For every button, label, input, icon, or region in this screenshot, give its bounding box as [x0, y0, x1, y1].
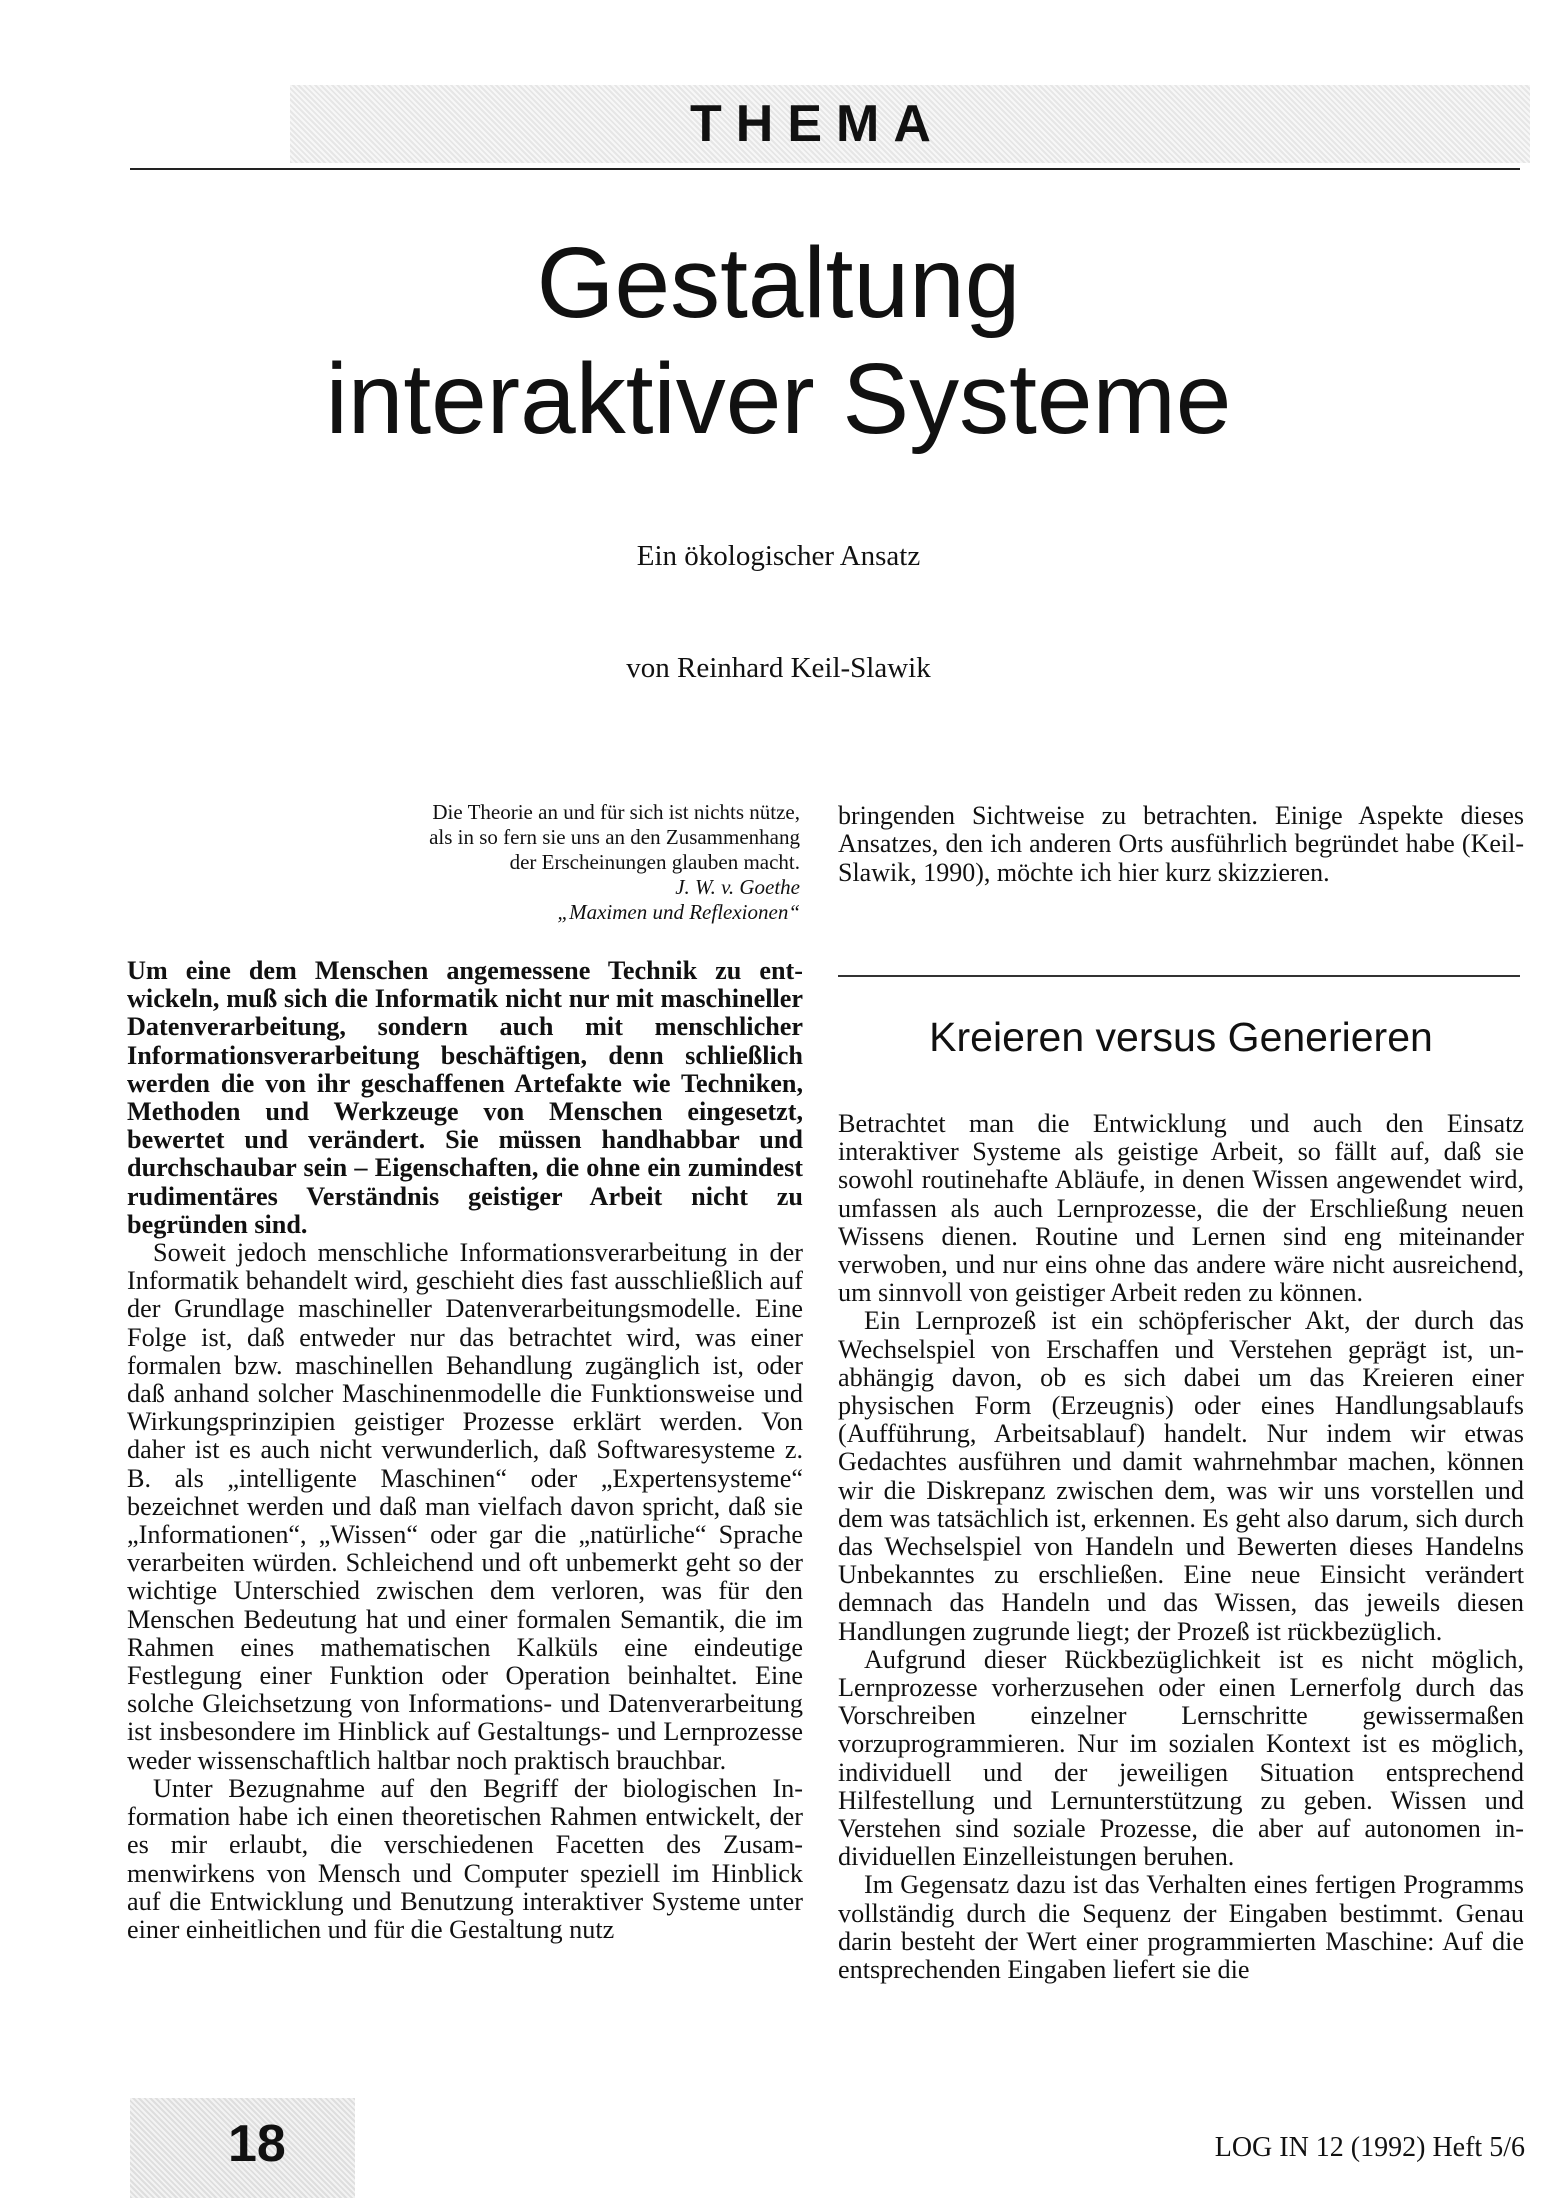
article-title [0, 225, 1557, 457]
body-paragraph: Ein Lernprozeß ist ein schöpferischer Akt, der durch das Wechselspiel von Erschaffen und Verstehen geprägt ist, unabhängig davon, ob es sich dabei um das Kreieren einer physischen Form (Erzeugnis) oder eines Handlungsablaufs (Aufführung, Arbeitsablauf) handelt. Nur indem wir etwas Gedachtes ausführen und damit wahrnehmbar machen, können wir die Diskrepanz zwischen dem, was wir uns vorstellen und dem was tatsächlich ist, erkennen. Es geht also darum, sich durch das Wechselspiel von Handeln und Bewerten dieses Handelns Unbekanntes zu erschließen. Eine neue Einsicht verändert demnach das Handeln und das Wissen, das jeweils diesen Handlungen zugrunde liegt; der Prozeß ist rückbezüglich. [838, 1306, 1524, 1646]
epigraph-line: der Erscheinungen glauben macht. [509, 850, 800, 874]
epigraph [360, 800, 800, 925]
header-rule [130, 168, 1520, 170]
section-rule [838, 975, 1520, 977]
body-paragraph: Unter Bezugnahme auf den Begriff der biologischen Information habe ich einen theoretischen Rahmen entwickelt, der es mir erlaubt, die verschiedenen Facetten des Zusammenwirkens von Mensch und Computer speziell im Hinblick auf die Entwicklung und Benutzung interaktiver Systeme unter einer einheitlichen und für die Gestaltung nutz [127, 1773, 803, 1944]
body-paragraph: Betrachtet man die Entwicklung und auch den Einsatz interaktiver Systeme als geistige Arbeit, so fällt auf, daß sie sowohl routinehafte Abläufe, in denen Wissen angewendet wird, umfassen als auch Lernprozesse, die der Erschließung neuen Wissens dienen. Routine und Lernen sind eng miteinander verwoben, und nur eins ohne das andere wäre nicht ausreichend, um sinnvoll von geistiger Arbeit reden zu können. [838, 1109, 1524, 1308]
article-byline: von Reinhard Keil-Slawik [626, 652, 931, 684]
right-column [838, 1110, 1524, 1984]
page-number: 18 [228, 2115, 286, 2173]
section-label: THEMA [690, 95, 945, 153]
continuation-paragraph: bringenden Sichtweise zu betrachten. Einige Aspekte dieses Ansatzes, den ich anderen Orts ausführlich begründet habe (Keil-Slawik, 1990), möchte ich hier kurz skizzieren. [838, 801, 1524, 887]
epigraph-line: als in so fern sie uns an den Zusammenhang [429, 825, 800, 849]
epigraph-line: Die Theorie an und für sich ist nichts nütze, [432, 800, 800, 824]
article-subtitle: Ein ökologischer Ansatz [636, 540, 921, 572]
body-paragraph: Aufgrund dieser Rückbezüglichkeit ist es nicht möglich, Lernprozesse vorherzusehen oder einen Lernerfolg durch das Vorschreiben einzelner Lernschritte gewissermaßen vorzuprogrammieren. Nur im sozialen Kontext ist es möglich, individuell und der jeweiligen Situation entsprechend Hilfestellung und Lernunterstützung zu geben. Wissen und Verstehen sind soziale Prozesse, die aber auf autonomen individuellen Einzelleistungen beruhen. [838, 1644, 1524, 1872]
lead-paragraph: Um eine dem Menschen angemessene Technik zu entwickeln, muß sich die Informatik nicht nur mit maschineller Datenverarbeitung, sondern auch mit menschlicher Informationsverarbeitung beschäftigen, denn schließlich werden die von ihr geschaffenen Artefakte wie Techniken, Methoden und Werkzeuge von Menschen eingesetzt, bewertet und verändert. Sie müssen handhabbar und durchschaubar sein – Eigenschaften, die ohne ein zumindest rudimentäres Verständnis geistiger Arbeit nicht zu begründen sind. [127, 956, 803, 1239]
article-title-line-2: interaktiver Systeme [325, 343, 1232, 455]
body-paragraph: Im Gegensatz dazu ist das Verhalten eines fertigen Programms vollständig durch die Sequenz der Eingaben bestimmt. Genau darin besteht der Wert einer programmierten Maschine: Auf die entsprechenden Eingaben liefert sie die [838, 1870, 1524, 1985]
body-paragraph: Soweit jedoch menschliche Informationsverarbeitung in der Informatik behandelt wird, geschieht dies fast ausschließlich auf der Grundlage maschineller Datenverarbeitungsmodelle. Eine Folge ist, daß entweder nur das betrachtet wird, was einer formalen bzw. maschinellen Behandlung zugänglich ist, oder daß anhand solcher Maschinenmodelle die Funktionsweise und Wirkungsprinzipien geistiger Prozesse erklärt werden. Von daher ist es auch nicht verwunderlich, daß Softwaresysteme z. B. als „intelligente Maschinen“ oder „Expertensysteme“ bezeichnet werden und daß man vielfach davon spricht, daß sie „Informationen“, „Wissen“ oder gar die „natürliche“ Sprache verarbeiten würden. Schleichend und oft unbemerkt geht so der wichtige Unterschied zwischen dem verloren, was für den Menschen Bedeutung hat und einer formalen Semantik, die im Rahmen eines mathematischen Kalküls eine eindeutige Festlegung einer Funktion oder Operation beinhaltet. Eine solche Gleichsetzung von Informations- und Datenverarbeitung ist insbesondere im Hinblick auf Gestaltungs- und Lernprozesse weder wissenschaftlich haltbar noch praktisch brauchbar. [127, 1238, 803, 1775]
epigraph-source: „Maximen und Reflexionen“ [557, 900, 800, 924]
article-title-line-1: Gestaltung [536, 227, 1021, 339]
left-column [127, 957, 803, 1944]
section-heading: Kreieren versus Generieren [929, 1014, 1433, 1060]
right-column-continuation [838, 802, 1524, 887]
epigraph-author: J. W. v. Goethe [675, 875, 800, 899]
journal-reference: LOG IN 12 (1992) Heft 5/6 [1214, 2132, 1525, 2163]
